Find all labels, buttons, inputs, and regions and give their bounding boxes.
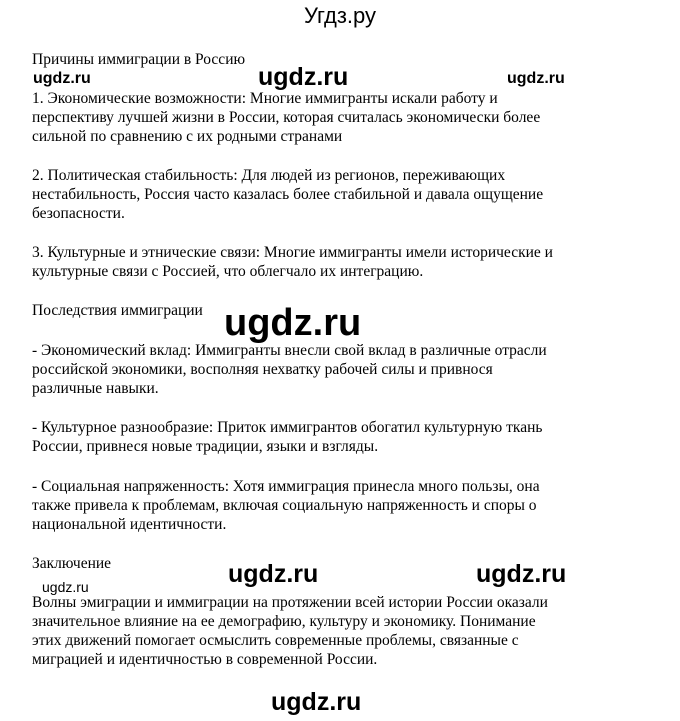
paragraph-line: перспективу лучшей жизни в России, которая считалась экономически более — [32, 109, 541, 126]
paragraph-line: - Экономический вклад: Иммигранты внесли свой вклад в различные отрасли — [32, 342, 547, 359]
watermark: ugdz.ru — [271, 688, 362, 716]
paragraph-line: - Социальная напряженность: Хотя иммиграция принесла много пользы, она — [32, 478, 540, 495]
paragraph-line: безопасности. — [32, 205, 125, 222]
watermark: ugdz.ru — [476, 560, 567, 588]
paragraph-line: миграцией и идентичностью в современной России. — [32, 651, 378, 668]
paragraph-line: значительное влияние на ее демографию, культуру и экономику. Понимание — [32, 613, 536, 630]
paragraph-line: российской экономики, восполняя нехватку рабочей силы и привнося — [32, 361, 493, 378]
paragraph-line: этих движений помогает осмыслить современные проблемы, связанные с — [32, 632, 519, 649]
section-heading-causes: Причины иммиграции в Россию — [32, 51, 246, 68]
paragraph-line: различные навыки. — [32, 380, 159, 397]
section-heading-conclusion: Заключение — [32, 555, 112, 572]
watermark: ugdz.ru — [224, 302, 362, 344]
paragraph-line: Волны эмиграции и иммиграции на протяжении всей истории России оказали — [32, 594, 548, 611]
watermark: ugdz.ru — [228, 560, 319, 588]
paragraph-line: 1. Экономические возможности: Многие иммигранты искали работу и — [32, 90, 498, 107]
paragraph-line: 3. Культурные и этнические связи: Многие иммигранты имели исторические и — [32, 244, 553, 261]
watermark: ugdz.ru — [507, 70, 565, 87]
watermark: ugdz.ru — [258, 63, 349, 91]
paragraph-line: нестабильность, Россия часто казалась более стабильной и давала ощущение — [32, 186, 544, 203]
paragraph-line: сильной по сравнению с их родными странами — [32, 128, 343, 145]
paragraph-line: - Культурное разнообразие: Приток иммигрантов обогатил культурную ткань — [32, 419, 543, 436]
section-heading-consequences: Последствия иммиграции — [32, 302, 203, 319]
paragraph-line: России, привнеся новые традиции, языки и взгляды. — [32, 438, 379, 455]
site-title: Угдз.ру — [303, 3, 377, 28]
watermark: ugdz.ru — [42, 579, 89, 595]
watermark: ugdz.ru — [33, 70, 91, 87]
paragraph-line: национальной идентичности. — [32, 516, 227, 533]
paragraph-line: также привела к проблемам, включая социальную напряженность и споры о — [32, 497, 537, 514]
paragraph-line: культурные связи с Россией, что облегчало их интеграцию. — [32, 263, 424, 280]
paragraph-line: 2. Политическая стабильность: Для людей из регионов, переживающих — [32, 167, 506, 184]
